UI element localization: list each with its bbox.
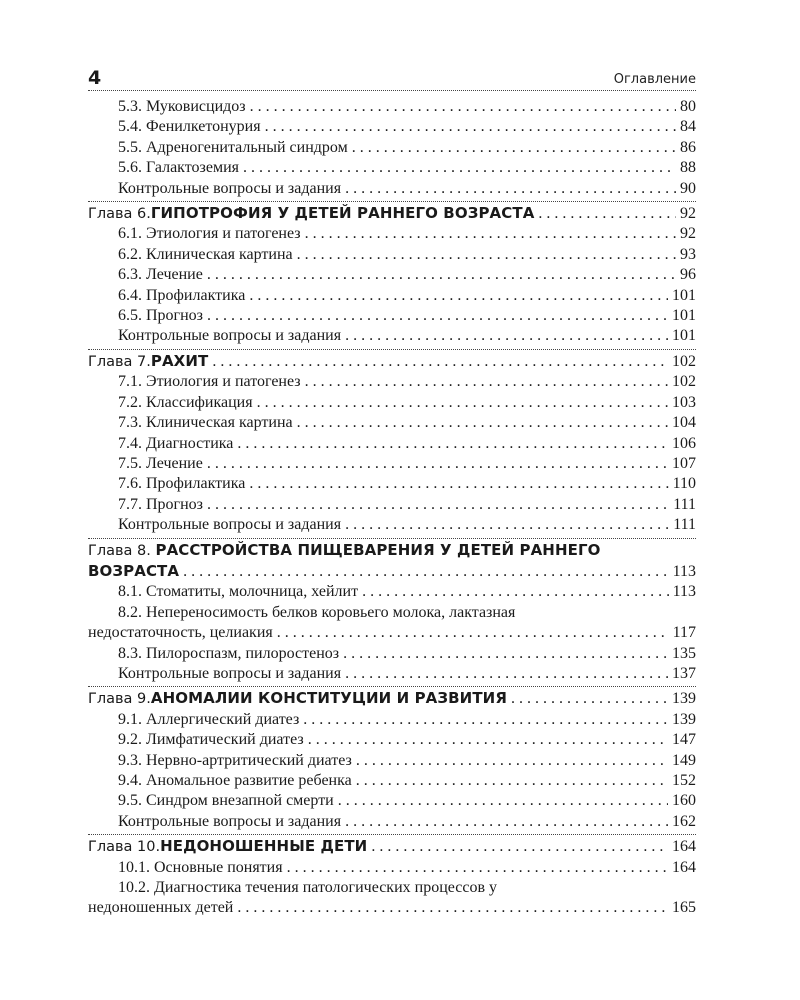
- toc-entry[interactable]: 9.4. Аномальное развитие ребенка . . . 152: [88, 771, 696, 791]
- dot-leader: [371, 837, 668, 857]
- dot-leader: [338, 791, 668, 811]
- toc-entry[interactable]: 6.4. Профилактика . . . 101: [88, 286, 696, 306]
- toc-chapter-8[interactable]: [88, 538, 696, 583]
- toc-entry[interactable]: Контрольные вопросы и задания . . . 162: [88, 812, 696, 832]
- page-ref: 147: [672, 731, 696, 749]
- dot-leader: [265, 117, 676, 137]
- page-ref: 103: [672, 393, 696, 411]
- chapter-title-cont: ВОЗРАСТА: [88, 561, 180, 580]
- toc-chapter-10[interactable]: [88, 834, 696, 857]
- chapter-title: АНОМАЛИИ КОНСТИТУЦИИ И РАЗВИТИЯ: [150, 689, 507, 708]
- dot-leader: [352, 138, 676, 158]
- dot-leader: [297, 413, 668, 433]
- page-ref: 160: [672, 792, 696, 810]
- chapter-label: Глава 8.: [88, 542, 156, 559]
- page-ref: 101: [672, 286, 696, 304]
- dot-leader: [212, 352, 668, 372]
- page-ref: 164: [672, 838, 696, 856]
- page-ref: 113: [672, 583, 696, 601]
- toc-chapter-6[interactable]: [88, 201, 696, 224]
- page-ref: 88: [680, 159, 696, 177]
- toc-entry[interactable]: 7.1. Этиология и патогенез . . . 102: [88, 372, 696, 392]
- dot-leader: [183, 562, 669, 582]
- page-ref: 96: [680, 266, 696, 284]
- toc-entry[interactable]: Контрольные вопросы и задания . . . 137: [88, 664, 696, 684]
- toc-entry[interactable]: 7.2. Классификация . . . 103: [88, 393, 696, 413]
- page-ref: 84: [680, 118, 696, 136]
- page-ref: 104: [672, 414, 696, 432]
- dot-leader: [249, 286, 668, 306]
- chapter-title: НЕДОНОШЕННЫЕ ДЕТИ: [160, 837, 368, 856]
- dot-leader: [305, 224, 676, 244]
- dot-leader: [305, 372, 668, 392]
- dot-leader: [207, 495, 669, 515]
- page-number: 4: [88, 67, 102, 89]
- toc-entry[interactable]: Контрольные вопросы и задания . . . 90: [88, 179, 696, 199]
- running-title: Оглавление: [613, 72, 696, 87]
- toc-entry[interactable]: 5.4. Фенилкетонурия . . . 84: [88, 117, 696, 137]
- dot-leader: [249, 474, 668, 494]
- page-ref: 92: [680, 205, 696, 223]
- page-ref: 107: [672, 454, 696, 472]
- dot-leader: [297, 245, 676, 265]
- toc-entry[interactable]: 5.5. Адреногенитальный синдром . . . 86: [88, 138, 696, 158]
- page-ref: 102: [672, 373, 696, 391]
- dot-leader: [345, 179, 676, 199]
- page-ref: 110: [672, 475, 696, 493]
- page-ref: 137: [672, 664, 696, 682]
- page-ref: 102: [672, 352, 696, 370]
- dot-leader: [362, 582, 669, 602]
- dot-leader: [257, 393, 668, 413]
- dot-leader: [277, 623, 669, 643]
- toc-entry[interactable]: 6.5. Прогноз . . . 101: [88, 306, 696, 326]
- toc-entry[interactable]: 7.5. Лечение . . . 107: [88, 454, 696, 474]
- dot-leader: [345, 664, 668, 684]
- page-ref: 149: [672, 751, 696, 769]
- toc-entry[interactable]: 6.3. Лечение . . . 96: [88, 265, 696, 285]
- page-ref: 164: [672, 858, 696, 876]
- dot-leader: [345, 326, 668, 346]
- toc-entry[interactable]: Контрольные вопросы и задания . . . 111: [88, 515, 696, 535]
- toc-entry[interactable]: 10.2. Диагностика течения патологических процессов у недоношенных детей . . . 165: [88, 878, 696, 919]
- dot-leader: [356, 751, 668, 771]
- toc-chapter-9[interactable]: [88, 686, 696, 709]
- toc-chapter-7[interactable]: [88, 349, 696, 372]
- page-ref: 152: [672, 772, 696, 789]
- toc-entry[interactable]: 7.3. Клиническая картина . . . 104: [88, 413, 696, 433]
- chapter-label: Глава 7.: [88, 353, 151, 370]
- chapter-label: Глава 9.: [88, 691, 151, 708]
- page-ref: 139: [672, 710, 696, 728]
- dot-leader: [345, 812, 668, 832]
- dot-leader: [511, 689, 668, 709]
- toc-entry[interactable]: 10.1. Основные понятия . . . 164: [88, 858, 696, 878]
- chapter-label: Глава 10.: [88, 839, 161, 856]
- dot-leader: [243, 158, 676, 178]
- dot-leader: [207, 454, 668, 474]
- toc-entry[interactable]: 6.1. Этиология и патогенез . . . 92: [88, 224, 696, 244]
- page-ref: 139: [672, 690, 696, 708]
- page-ref: 113: [672, 562, 696, 580]
- dot-leader: [250, 97, 676, 117]
- page-ref: 101: [672, 327, 696, 345]
- page-header: [88, 60, 696, 91]
- dot-leader: [207, 306, 668, 326]
- page-ref: 111: [673, 516, 696, 534]
- toc-page: [88, 60, 696, 919]
- toc-entry[interactable]: 9.5. Синдром внезапной смерти . . . 160: [88, 791, 696, 811]
- dot-leader: [287, 858, 668, 878]
- chapter-title: РАХИТ: [150, 351, 209, 370]
- toc-entry[interactable]: 9.3. Нервно-артритический диатез . . . 149: [88, 751, 696, 771]
- toc-entry[interactable]: 7.4. Диагностика . . . 106: [88, 434, 696, 454]
- chapter-label: Глава 6.: [88, 206, 151, 223]
- toc-entry[interactable]: 8.1. Стоматиты, молочница, хейлит . . . 113: [88, 582, 696, 602]
- dot-leader: [538, 204, 676, 224]
- dot-leader: [308, 730, 668, 750]
- toc-entry[interactable]: 9.1. Аллергический диатез . . . 139: [88, 710, 696, 730]
- toc-entry[interactable]: 7.6. Профилактика . . . 110: [88, 474, 696, 494]
- dot-leader: [303, 710, 668, 730]
- table-of-contents: [88, 97, 696, 919]
- dot-leader: [207, 265, 676, 285]
- toc-entry[interactable]: Контрольные вопросы и задания . . . 101: [88, 326, 696, 346]
- dot-leader: [237, 434, 668, 454]
- page-ref: 80: [680, 98, 696, 115]
- page-ref: 162: [672, 812, 696, 830]
- page-ref: 92: [680, 225, 696, 243]
- page-ref: 135: [672, 644, 696, 662]
- chapter-title: РАССТРОЙСТВА ПИЩЕВАРЕНИЯ У ДЕТЕЙ РАННЕГО: [155, 540, 601, 559]
- toc-entry[interactable]: 5.3. Муковисцидоз . . . 80: [88, 97, 696, 117]
- toc-entry[interactable]: 9.2. Лимфатический диатез . . . 147: [88, 730, 696, 750]
- toc-entry[interactable]: 8.2. Непереносимость белков коровьего молока, лактазная недостаточность, целиакия . . . 117: [88, 603, 696, 644]
- dot-leader: [343, 644, 668, 664]
- page-ref: 117: [672, 624, 696, 642]
- page-ref: 86: [680, 138, 696, 156]
- toc-entry[interactable]: 7.7. Прогноз . . . 111: [88, 495, 696, 515]
- page-ref: 90: [680, 179, 696, 197]
- page-ref: 165: [672, 899, 696, 917]
- page-ref: 101: [672, 307, 696, 325]
- toc-entry[interactable]: 8.3. Пилороспазм, пилоростеноз . . . 135: [88, 644, 696, 664]
- chapter-title: ГИПОТРОФИЯ У ДЕТЕЙ РАННЕГО ВОЗРАСТА: [150, 204, 535, 223]
- dot-leader: [237, 898, 668, 918]
- dot-leader: [345, 515, 669, 535]
- dot-leader: [356, 771, 668, 791]
- page-ref: 93: [680, 245, 696, 263]
- page-ref: 111: [673, 495, 696, 513]
- toc-entry[interactable]: 6.2. Клиническая картина . . . 93: [88, 245, 696, 265]
- page-ref: 106: [672, 434, 696, 452]
- toc-entry[interactable]: 5.6. Галактоземия . . . 88: [88, 158, 696, 178]
